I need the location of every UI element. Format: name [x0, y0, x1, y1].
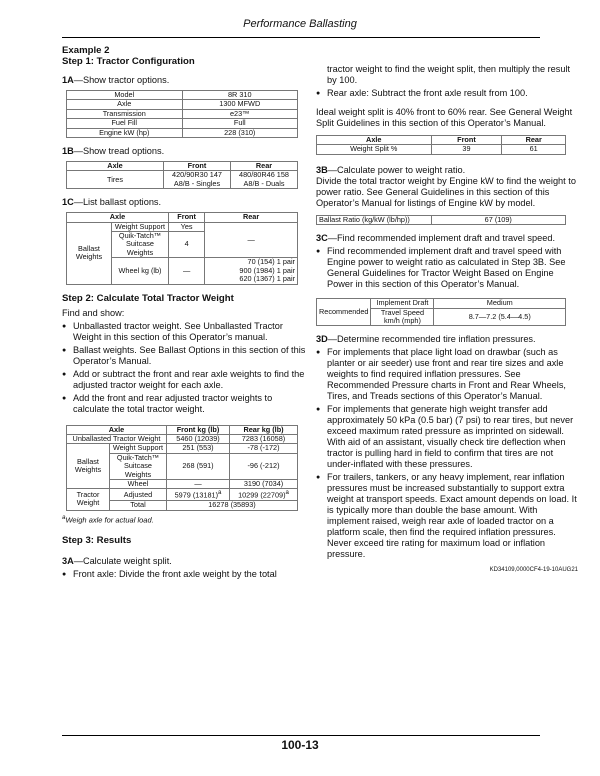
config-label: Axle	[67, 100, 183, 109]
page-header: Performance Ballasting	[243, 18, 357, 30]
list-item: ● Find recommended implement draft and travel speed with Engine power to weight ratio as calculated in Step 3B. See General Guidelines for Tractor Weight Based on Engine Power in this section of this Operator’s Manual.	[316, 246, 578, 290]
step-3d: 3D—Determine recommended tire inflation pressures.	[316, 334, 536, 345]
step-1b: 1B—Show tread options.	[62, 146, 165, 157]
ballast-table: Axle Front Rear Ballast Weights Weight Support Yes — Quik-Tatch™ Suitcase Weights 4 Wheel kg (lb) — 70 (154) 1 pair 900 (1984) 1 pair 620 (1367) 1 pair	[66, 212, 298, 284]
left-column	[62, 45, 306, 580]
ratio-table: Ballast Ratio (kg/kW (lb/hp)) 67 (109)	[316, 215, 566, 225]
step2-title: Step 2: Calculate Total Tractor Weight	[62, 292, 234, 304]
ideal-split: Ideal weight split is 40% front to 60% rear. See General Weight Split Guidelines in this section of this Operator’s Manual.	[316, 107, 573, 128]
right-column	[316, 64, 578, 576]
step-3b: 3B—Calculate power to weight ratio.	[316, 164, 466, 175]
config-table	[66, 90, 298, 138]
config-label: Model	[67, 91, 183, 100]
tread-table: Axle Front Rear Tires 420/90R30 147 A8/B - Singles 480/80R46 158 A8/B - Duals	[66, 161, 298, 189]
list-item: ● For implements that place light load on drawbar (such as planter or air seeder) use front and rear tire sizes and axle weights to find required inflation pressures. See Recommended Pressure charts in Front and Rear Wheels, Tires, and Treads sections of this Operator’s Manual.	[316, 347, 578, 402]
list-item: ● Rear axle: Subtract the front axle result from 100.	[316, 88, 578, 99]
step1-title: Step 1: Tractor Configuration	[62, 56, 195, 67]
step-1c: 1C—List ballast options.	[62, 197, 162, 208]
list-item: ● For trailers, tankers, or any heavy implement, rear inflation pressures must be increased substantially to support extra weight at transport speeds. Exact amount depends on load. It is typically more than double the base amount. With implement raised, weigh rear axle of loaded tractor on a platform scale, then find the required inflation pressures. Never exceed tire rating for maximum load or inflation pressure.	[316, 472, 578, 560]
config-value: Full	[182, 119, 298, 128]
table-row	[67, 119, 298, 128]
config-value: 1300 MFWD	[182, 100, 298, 109]
step2-bullets	[62, 321, 306, 415]
header-rule	[62, 37, 540, 38]
step-3a: 3A—Calculate weight split.	[62, 556, 172, 567]
find-show: Find and show:	[62, 307, 125, 318]
table-row	[67, 100, 298, 109]
recommended-table: Recommended Implement Draft Medium Travel Speed km/h (mph) 8.7—7.2 (5.4—4.5)	[316, 298, 566, 326]
example-title: Example 2	[62, 45, 110, 56]
config-value: 228 (310)	[182, 128, 298, 137]
step-3b-body: Divide the total tractor weight by Engine kW to find the weight to power ratio. See General Guidelines in this section of this Operator’s Manual for listings of Engine kW by model.	[316, 175, 576, 208]
list-item: ● Front axle: Divide the front axle weight by the total	[62, 569, 306, 580]
step-1a: 1A—Show tractor options.	[62, 75, 170, 85]
step-3c: 3C—Find recommended implement draft and travel speed.	[316, 233, 555, 244]
split-table: Axle Front Rear Weight Split % 39 61	[316, 135, 566, 155]
weight-table: Axle Front kg (lb) Rear kg (lb) Unballasted Tractor Weight 5460 (12039) 7283 (16058) Ballast Weights Weight Support 251 (553) -78 (-172) Quik-Tatch™ Suitcase Weights 268 (591) -96 (-212) Wheel — 3190 (7034) Tractor Weight Adjusted 5979 $(13181)^a$ 10299 $(22709)^a$ Total 16278 (35893)	[66, 425, 298, 511]
list-item: ● Add or subtract the front and rear axle weights to find the adjusted tractor weight for each axle.	[62, 369, 306, 391]
table-row	[67, 109, 298, 118]
config-label: Engine kW (hp)	[67, 128, 183, 137]
config-value: 8R 310	[182, 91, 298, 100]
list-item: ● Ballast weights. See Ballast Options in this section of this Operator’s Manual.	[62, 345, 306, 367]
config-label: Fuel Fill	[67, 119, 183, 128]
step3-title: Step 3: Results	[62, 535, 132, 547]
step3d-bullets	[316, 347, 578, 560]
footer-rule	[62, 735, 540, 736]
table-row	[67, 91, 298, 100]
list-item: ● Add the front and rear adjusted tractor weights to calculate the total tractor weight.	[62, 393, 306, 415]
list-item: ● For implements that generate high weight transfer add approximately 50 kPa (0.5 bar) (7 psi) to rear tires, but never exceed maximum rated pressure as imprinted on sidewall. With aid of an assistant, visually check tire deflection when tractor is pulling hard in field to confirm that tires are not under-inflated with these pressures.	[316, 404, 578, 470]
config-label: Transmission	[67, 109, 183, 118]
config-value: e23™	[182, 109, 298, 118]
table-row	[67, 128, 298, 137]
continued-text: tractor weight to find the weight split, then multiply the result by 100.	[327, 64, 571, 85]
table-footnote: $^a$Weigh axle for actual load.	[62, 513, 154, 525]
list-item: ● Unballasted tractor weight. See Unballasted Tractor Weight in this section of this Operator’s manual.	[62, 321, 306, 343]
reference-code: KD34109,0000CF4-19-10AUG21	[489, 567, 578, 574]
page-number: 100-13	[281, 738, 319, 752]
